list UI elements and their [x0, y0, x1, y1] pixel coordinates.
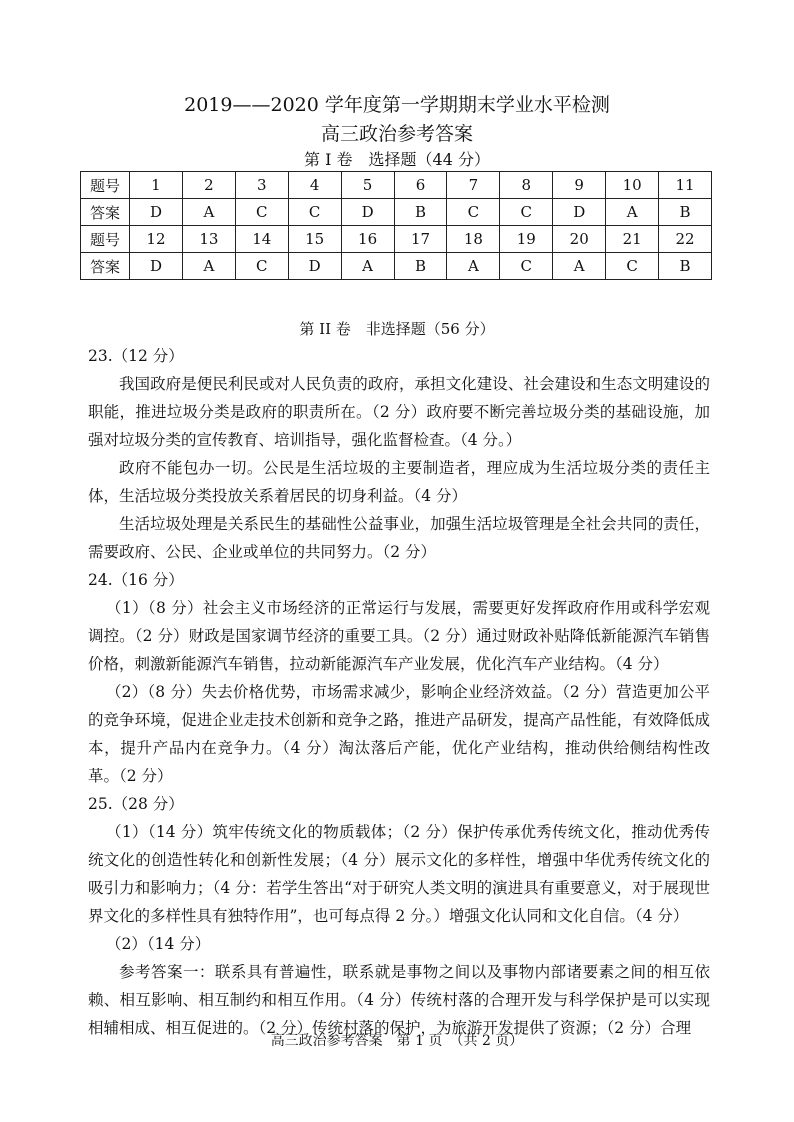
answer-body	[88, 342, 710, 1042]
answer-table-row	[81, 226, 712, 253]
answer-table-cell: C	[606, 253, 659, 280]
q23-paragraph-3: 生活垃圾处理是关系民生的基础性公益事业，加强生活垃圾管理是全社会共同的责任，需要政府、公民、企业或单位的共同努力。（2 分）	[88, 515, 710, 561]
question-25-heading: 25.（28 分）	[88, 795, 184, 813]
answer-table-cell: A	[182, 199, 235, 226]
answer-table-cell: 12	[130, 226, 183, 253]
answer-table-cell: 15	[288, 226, 341, 253]
question-24-heading: 24.（16 分）	[88, 571, 184, 589]
section-1-heading: 第 I 卷 选择题（44 分）	[304, 150, 490, 169]
q24-paragraph-1: （1）（8 分）社会主义市场经济的正常运行与发展，需要更好发挥政府作用或科学宏观调控。（2 分）财政是国家调节经济的重要工具。（2 分）通过财政补贴降低新能源汽车销售价格，刺激新能源汽车销售，拉动新能源汽车产业发展，优化汽车产业结构。（4 分）	[88, 599, 710, 673]
answer-table-cell: 6	[394, 172, 447, 199]
answer-table-cell: C	[500, 253, 553, 280]
question-23-heading: 23.（12 分）	[88, 347, 184, 365]
answer-table-cell: 19	[500, 226, 553, 253]
q23-paragraph-2: 政府不能包办一切。公民是生活垃圾的主要制造者，理应成为生活垃圾分类的责任主体，生活垃圾分类投放关系着居民的切身利益。（4 分）	[88, 459, 710, 505]
document-title: 2019——2020 学年度第一学期期末学业水平检测	[184, 94, 610, 116]
answer-table-cell: B	[394, 199, 447, 226]
answer-table-cell: C	[235, 253, 288, 280]
answer-table-cell: D	[341, 199, 394, 226]
answer-table-row-label: 题号	[81, 172, 130, 199]
answer-table-row-label: 答案	[81, 253, 130, 280]
answer-table-cell: A	[182, 253, 235, 280]
answer-table-cell: C	[288, 199, 341, 226]
answer-table-cell: 18	[447, 226, 500, 253]
answer-table-cell: C	[447, 199, 500, 226]
answer-table-cell: 16	[341, 226, 394, 253]
answer-table-row	[81, 199, 712, 226]
answer-table-cell: 21	[606, 226, 659, 253]
answer-table-cell: D	[130, 199, 183, 226]
page-footer: 高三政治参考答案 第 1 页 （共 2 页）	[270, 1033, 524, 1049]
answer-table-cell: B	[394, 253, 447, 280]
answer-table-row	[81, 172, 712, 199]
answer-table-cell: 20	[553, 226, 606, 253]
answer-table-cell: D	[553, 199, 606, 226]
answer-table-cell: 17	[394, 226, 447, 253]
answer-table-cell: 22	[659, 226, 712, 253]
answer-table-cell: A	[447, 253, 500, 280]
answer-table-cell: 14	[235, 226, 288, 253]
q25-paragraph-3: 参考答案一：联系具有普遍性，联系就是事物之间以及事物内部诸要素之间的相互依赖、相互影响、相互制约和相互作用。（4 分）传统村落的合理开发与科学保护是可以实现相辅相成、相互促进的。（2 分）传统村落的保护，为旅游开发提供了资源；（2 分）合理	[88, 963, 710, 1037]
answer-table-cell: B	[659, 253, 712, 280]
answer-table-cell: 7	[447, 172, 500, 199]
answer-table-cell: 10	[606, 172, 659, 199]
answer-table-row	[81, 253, 712, 280]
answer-table-cell: 4	[288, 172, 341, 199]
answer-table-cell: 13	[182, 226, 235, 253]
q25-paragraph-1: （1）（14 分）筑牢传统文化的物质载体；（2 分）保护传承优秀传统文化，推动优秀传统文化的创造性转化和创新性发展；（4 分）展示文化的多样性，增强中华优秀传统文化的吸引力和影响力；（4 分：若学生答出“对于研究人类文明的演进具有重要意义，对于展现世界文化的多样性具有独特作用”，也可每点得 2 分。）增强文化认同和文化自信。（4 分）	[88, 823, 710, 925]
q25-paragraph-2: （2）（14 分）	[106, 935, 211, 953]
answer-table-cell: 9	[553, 172, 606, 199]
answer-table-cell: C	[500, 199, 553, 226]
answer-table-cell: D	[130, 253, 183, 280]
answer-table-cell: A	[606, 199, 659, 226]
answer-table-cell: 2	[182, 172, 235, 199]
section-2-heading: 第 II 卷 非选择题（56 分）	[299, 320, 495, 338]
answer-table-cell: A	[553, 253, 606, 280]
answer-table-cell: C	[235, 199, 288, 226]
answer-table	[80, 171, 712, 280]
answer-table-cell: 3	[235, 172, 288, 199]
answer-table-cell: 11	[659, 172, 712, 199]
answer-table-cell: D	[288, 253, 341, 280]
answer-table-row-label: 题号	[81, 226, 130, 253]
answer-table-cell: B	[659, 199, 712, 226]
answer-table-cell: 1	[130, 172, 183, 199]
answer-table-cell: 5	[341, 172, 394, 199]
answer-table-row-label: 答案	[81, 199, 130, 226]
q23-paragraph-1: 我国政府是便民利民或对人民负责的政府，承担文化建设、社会建设和生态文明建设的职能，推进垃圾分类是政府的职责所在。（2 分）政府要不断完善垃圾分类的基础设施，加强对垃圾分类的宣传教育、培训指导，强化监督检查。（4 分。）	[88, 375, 710, 449]
answer-table-cell: 8	[500, 172, 553, 199]
q24-paragraph-2: （2）（8 分）失去价格优势，市场需求减少，影响企业经济效益。（2 分）营造更加公平的竞争环境，促进企业走技术创新和竞争之路，推进产品研发，提高产品性能，有效降低成本，提升产品内在竞争力。（4 分）淘汰落后产能，优化产业结构，推动供给侧结构性改革。（2 分）	[88, 683, 710, 785]
document-subtitle: 高三政治参考答案	[320, 123, 473, 145]
answer-table-cell: A	[341, 253, 394, 280]
